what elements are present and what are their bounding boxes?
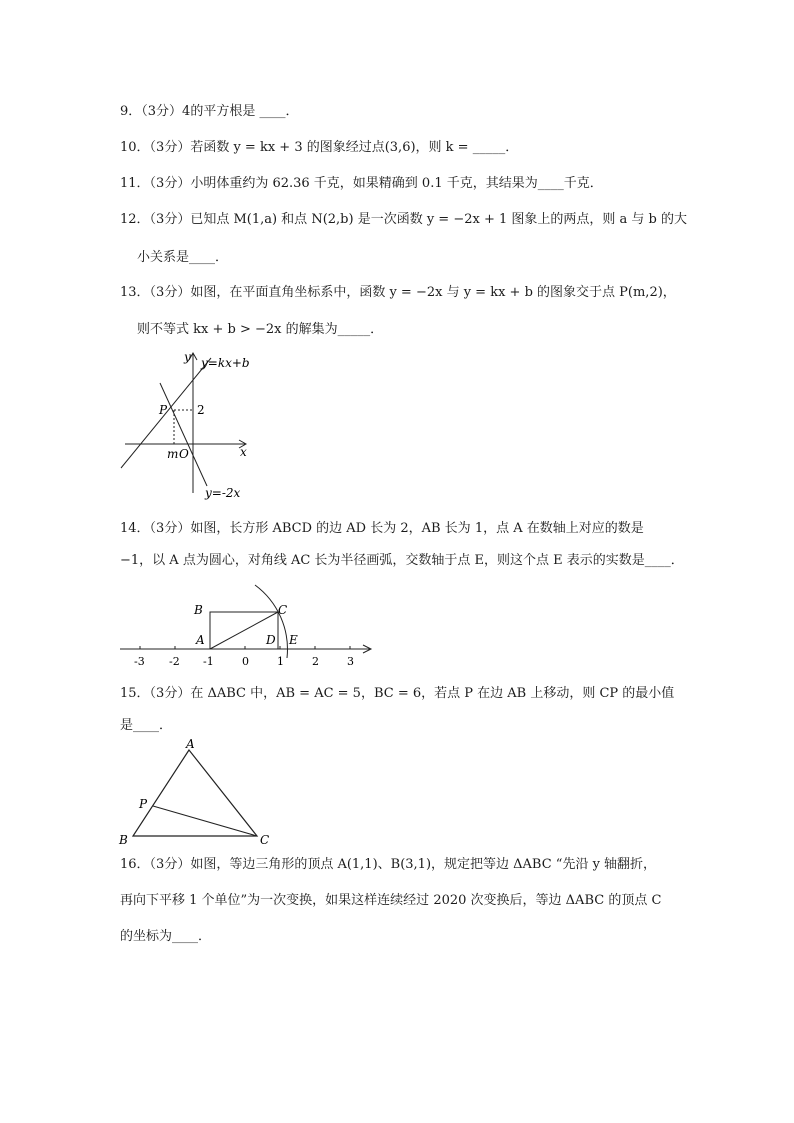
label-d: D bbox=[266, 633, 276, 647]
figure-15-triangle bbox=[115, 736, 280, 848]
line-neg-2x-label: y=-2x bbox=[205, 486, 241, 500]
question-10: 10．（3分）若函数 y = kx + 3 的图象经过点(3,6)，则 k = _____． bbox=[120, 140, 519, 155]
question-16-line3: 的坐标为____． bbox=[120, 929, 212, 944]
segment-cp bbox=[153, 806, 257, 836]
question-16-line1: 16．（3分）如图，等边三角形的顶点 A(1,1)、B(3,1)，规定把等边 ΔABC “先沿 y 轴翻折， bbox=[120, 857, 657, 872]
x-axis-label: x bbox=[240, 445, 247, 459]
question-12-line1: 12．（3分）已知点 M(1,a) 和点 N(2,b) 是一次函数 y = −2x + 1 图象上的两点，则 a 与 b 的大 bbox=[120, 212, 687, 227]
label-b: B bbox=[194, 603, 203, 617]
tick-label: 3 bbox=[347, 655, 354, 668]
value-2-label: 2 bbox=[197, 403, 205, 417]
tick-label: -3 bbox=[134, 655, 145, 668]
origin-label: O bbox=[179, 447, 189, 461]
question-16-line2: 再向下平移 1 个单位”为一次变换，如果这样连续经过 2020 次变换后，等边 ΔABC 的顶点 C bbox=[120, 893, 662, 908]
figure-14-number-line bbox=[115, 580, 380, 670]
m-label: m bbox=[167, 447, 179, 461]
tick-label: -1 bbox=[203, 655, 214, 668]
y-axis-label: y bbox=[184, 350, 191, 364]
label-a: A bbox=[196, 633, 205, 647]
label-a: A bbox=[186, 737, 195, 751]
question-15-line1: 15．（3分）在 ΔABC 中，AB = AC = 5，BC = 6，若点 P 在边 AB 上移动，则 CP 的最小值 bbox=[120, 686, 675, 701]
question-13-line2: 则不等式 kx + b > −2x 的解集为_____． bbox=[137, 322, 384, 337]
question-14-line2: −1，以 A 点为圆心，对角线 AC 长为半径画弧，交数轴于点 E，则这个点 E 表示的实数是____． bbox=[120, 553, 684, 568]
line-kx-plus-b-label: y=kx+b bbox=[201, 356, 250, 370]
label-e: E bbox=[289, 633, 298, 647]
tick-label: 1 bbox=[277, 655, 284, 668]
question-14-line1: 14．（3分）如图，长方形 ABCD 的边 AD 长为 2，AB 长为 1，点 A 在数轴上对应的数是 bbox=[120, 521, 644, 536]
label-c: C bbox=[278, 603, 288, 617]
question-9: 9．（3分）4的平方根是 ____． bbox=[120, 104, 299, 119]
triangle-abc bbox=[133, 750, 257, 836]
question-13-line1: 13．（3分）如图，在平面直角坐标系中，函数 y = −2x 与 y = kx + b 的图象交于点 P(m,2)， bbox=[120, 285, 676, 300]
line-neg-2x bbox=[160, 383, 207, 486]
tick-label: 0 bbox=[242, 655, 249, 668]
question-11: 11．（3分）小明体重约为 62.36 千克，如果精确到 0.1 千克，其结果为____千克． bbox=[120, 176, 603, 191]
tick-label: -2 bbox=[169, 655, 180, 668]
label-c: C bbox=[260, 833, 270, 847]
label-p: P bbox=[139, 797, 148, 811]
question-12-line2: 小关系是____． bbox=[137, 250, 229, 265]
question-15-line2: 是____． bbox=[120, 718, 173, 733]
label-b: B bbox=[119, 833, 128, 847]
tick-label: 2 bbox=[312, 655, 319, 668]
point-p-label: P bbox=[159, 403, 168, 417]
figure-13-graph bbox=[115, 348, 260, 503]
